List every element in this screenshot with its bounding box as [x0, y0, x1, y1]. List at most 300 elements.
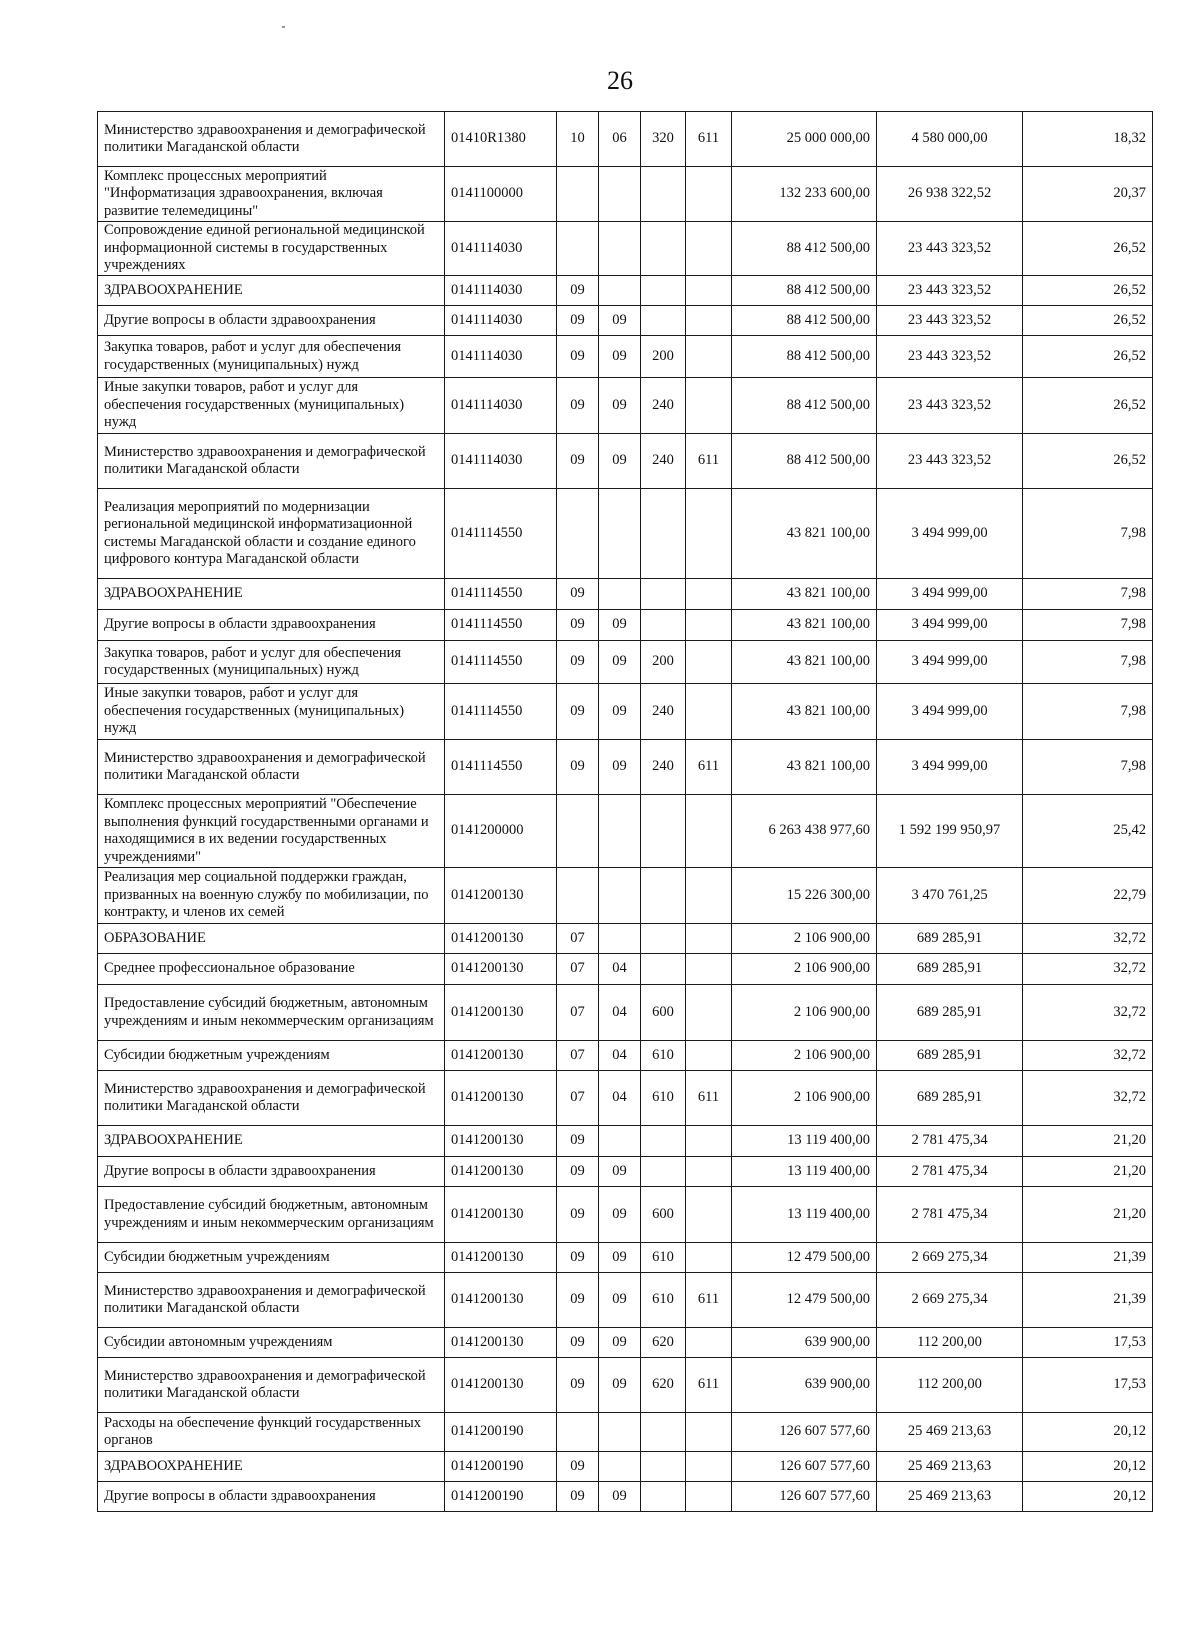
- section-code: 07: [557, 1071, 599, 1126]
- executed-amount: 25 469 213,63: [877, 1452, 1023, 1482]
- executed-amount: 23 443 323,52: [877, 336, 1023, 378]
- subsection-code: 09: [599, 740, 641, 795]
- section-code: 09: [557, 1328, 599, 1358]
- row-name: Субсидии бюджетным учреждениям: [98, 1041, 445, 1071]
- target-article-code: 0141200130: [445, 1126, 557, 1157]
- execution-percent: 20,12: [1023, 1452, 1153, 1482]
- target-article-code: 0141100000: [445, 167, 557, 222]
- administrator-code: [686, 336, 732, 378]
- subsection-code: 04: [599, 954, 641, 985]
- administrator-code: [686, 1157, 732, 1187]
- table-row: [98, 222, 1153, 276]
- section-code: 09: [557, 1126, 599, 1157]
- table-row: [98, 795, 1153, 868]
- target-article-code: 0141200130: [445, 1041, 557, 1071]
- execution-percent: 7,98: [1023, 684, 1153, 740]
- section-code: 09: [557, 641, 599, 684]
- table-row: [98, 924, 1153, 954]
- subsection-code: 09: [599, 306, 641, 336]
- administrator-code: [686, 1452, 732, 1482]
- approved-amount: 13 119 400,00: [732, 1187, 877, 1243]
- table-row: [98, 1126, 1153, 1157]
- target-article-code: 0141200130: [445, 1157, 557, 1187]
- table-row: [98, 1187, 1153, 1243]
- expense-type-code: [641, 1482, 686, 1512]
- approved-amount: 2 106 900,00: [732, 1041, 877, 1071]
- subsection-code: 04: [599, 1071, 641, 1126]
- subsection-code: 09: [599, 378, 641, 434]
- target-article-code: 0141200130: [445, 1358, 557, 1413]
- approved-amount: 88 412 500,00: [732, 306, 877, 336]
- approved-amount: 43 821 100,00: [732, 641, 877, 684]
- row-name: Сопровождение единой региональной медицинской информационной системы в государственных учреждениях: [98, 222, 445, 276]
- table-row: [98, 985, 1153, 1041]
- row-name: Другие вопросы в области здравоохранения: [98, 1482, 445, 1512]
- target-article-code: 0141200130: [445, 1328, 557, 1358]
- executed-amount: 23 443 323,52: [877, 222, 1023, 276]
- execution-percent: 26,52: [1023, 434, 1153, 489]
- administrator-code: [686, 641, 732, 684]
- expense-type-code: [641, 954, 686, 985]
- subsection-code: 06: [599, 112, 641, 167]
- target-article-code: 0141200130: [445, 1243, 557, 1273]
- executed-amount: 2 781 475,34: [877, 1126, 1023, 1157]
- administrator-code: [686, 1243, 732, 1273]
- execution-percent: 20,37: [1023, 167, 1153, 222]
- table-row: [98, 954, 1153, 985]
- execution-percent: 26,52: [1023, 336, 1153, 378]
- table-row: [98, 1413, 1153, 1452]
- section-code: 09: [557, 684, 599, 740]
- subsection-code: 09: [599, 1187, 641, 1243]
- row-name: Другие вопросы в области здравоохранения: [98, 610, 445, 641]
- administrator-code: [686, 378, 732, 434]
- executed-amount: 25 469 213,63: [877, 1482, 1023, 1512]
- expense-type-code: [641, 167, 686, 222]
- execution-percent: 22,79: [1023, 868, 1153, 924]
- target-article-code: 0141200130: [445, 954, 557, 985]
- subsection-code: 09: [599, 1243, 641, 1273]
- table-row: [98, 276, 1153, 306]
- row-name: Министерство здравоохранения и демографической политики Магаданской области: [98, 1071, 445, 1126]
- table-row: [98, 306, 1153, 336]
- subsection-code: 09: [599, 1273, 641, 1328]
- approved-amount: 43 821 100,00: [732, 740, 877, 795]
- target-article-code: 0141200130: [445, 868, 557, 924]
- approved-amount: 2 106 900,00: [732, 924, 877, 954]
- subsection-code: [599, 1126, 641, 1157]
- executed-amount: 3 494 999,00: [877, 579, 1023, 610]
- execution-percent: 20,12: [1023, 1413, 1153, 1452]
- section-code: 09: [557, 378, 599, 434]
- executed-amount: 1 592 199 950,97: [877, 795, 1023, 868]
- expense-type-code: 320: [641, 112, 686, 167]
- execution-percent: 7,98: [1023, 740, 1153, 795]
- row-name: ЗДРАВООХРАНЕНИЕ: [98, 1452, 445, 1482]
- row-name: Расходы на обеспечение функций государственных органов: [98, 1413, 445, 1452]
- target-article-code: 0141114030: [445, 336, 557, 378]
- administrator-code: 611: [686, 740, 732, 795]
- table-row: [98, 489, 1153, 579]
- administrator-code: 611: [686, 434, 732, 489]
- execution-percent: 20,12: [1023, 1482, 1153, 1512]
- subsection-code: 09: [599, 641, 641, 684]
- table-row: [98, 112, 1153, 167]
- execution-percent: 18,32: [1023, 112, 1153, 167]
- row-name: ОБРАЗОВАНИЕ: [98, 924, 445, 954]
- expense-type-code: [641, 868, 686, 924]
- table-row: [98, 684, 1153, 740]
- target-article-code: 0141114550: [445, 489, 557, 579]
- executed-amount: 2 781 475,34: [877, 1187, 1023, 1243]
- target-article-code: 0141114550: [445, 610, 557, 641]
- subsection-code: 09: [599, 336, 641, 378]
- expense-type-code: 200: [641, 336, 686, 378]
- table-row: [98, 1157, 1153, 1187]
- expense-type-code: 610: [641, 1071, 686, 1126]
- expense-type-code: [641, 489, 686, 579]
- administrator-code: [686, 610, 732, 641]
- executed-amount: 2 669 275,34: [877, 1273, 1023, 1328]
- expense-type-code: [641, 306, 686, 336]
- expense-type-code: 600: [641, 1187, 686, 1243]
- approved-amount: 88 412 500,00: [732, 336, 877, 378]
- section-code: 09: [557, 1243, 599, 1273]
- section-code: [557, 222, 599, 276]
- expense-type-code: [641, 276, 686, 306]
- section-code: 09: [557, 1187, 599, 1243]
- execution-percent: 17,53: [1023, 1358, 1153, 1413]
- subsection-code: [599, 222, 641, 276]
- subsection-code: [599, 1413, 641, 1452]
- expense-type-code: 610: [641, 1273, 686, 1328]
- row-name: Предоставление субсидий бюджетным, автономным учреждениям и иным некоммерческим организациям: [98, 985, 445, 1041]
- administrator-code: [686, 579, 732, 610]
- execution-percent: 21,20: [1023, 1157, 1153, 1187]
- table-row: [98, 1071, 1153, 1126]
- executed-amount: 2 669 275,34: [877, 1243, 1023, 1273]
- executed-amount: 3 494 999,00: [877, 610, 1023, 641]
- section-code: [557, 167, 599, 222]
- executed-amount: 689 285,91: [877, 1041, 1023, 1071]
- execution-percent: 21,20: [1023, 1187, 1153, 1243]
- row-name: Закупка товаров, работ и услуг для обеспечения государственных (муниципальных) нужд: [98, 641, 445, 684]
- table-row: [98, 610, 1153, 641]
- table-row: [98, 1328, 1153, 1358]
- table-row: [98, 1452, 1153, 1482]
- table-row: [98, 1273, 1153, 1328]
- table-row: [98, 434, 1153, 489]
- administrator-code: [686, 1126, 732, 1157]
- approved-amount: 43 821 100,00: [732, 684, 877, 740]
- section-code: 07: [557, 1041, 599, 1071]
- target-article-code: 0141114030: [445, 276, 557, 306]
- approved-amount: 43 821 100,00: [732, 579, 877, 610]
- execution-percent: 7,98: [1023, 489, 1153, 579]
- approved-amount: 88 412 500,00: [732, 222, 877, 276]
- target-article-code: 0141114550: [445, 684, 557, 740]
- subsection-code: [599, 167, 641, 222]
- subsection-code: 09: [599, 1358, 641, 1413]
- target-article-code: 0141200000: [445, 795, 557, 868]
- approved-amount: 43 821 100,00: [732, 489, 877, 579]
- target-article-code: 0141200130: [445, 1187, 557, 1243]
- subsection-code: 09: [599, 1328, 641, 1358]
- budget-table: [97, 111, 1153, 1512]
- target-article-code: 0141200190: [445, 1482, 557, 1512]
- approved-amount: 2 106 900,00: [732, 954, 877, 985]
- section-code: 09: [557, 276, 599, 306]
- row-name: Комплекс процессных мероприятий "Информатизация здравоохранения, включая развитие телемедицины": [98, 167, 445, 222]
- approved-amount: 13 119 400,00: [732, 1126, 877, 1157]
- target-article-code: 0141200130: [445, 1071, 557, 1126]
- section-code: 07: [557, 985, 599, 1041]
- row-name: Среднее профессиональное образование: [98, 954, 445, 985]
- administrator-code: 611: [686, 1273, 732, 1328]
- section-code: 09: [557, 434, 599, 489]
- administrator-code: 611: [686, 1358, 732, 1413]
- expense-type-code: 610: [641, 1041, 686, 1071]
- approved-amount: 88 412 500,00: [732, 378, 877, 434]
- executed-amount: 26 938 322,52: [877, 167, 1023, 222]
- administrator-code: 611: [686, 112, 732, 167]
- execution-percent: 26,52: [1023, 306, 1153, 336]
- expense-type-code: [641, 1157, 686, 1187]
- execution-percent: 32,72: [1023, 924, 1153, 954]
- section-code: 09: [557, 306, 599, 336]
- executed-amount: 3 494 999,00: [877, 740, 1023, 795]
- approved-amount: 15 226 300,00: [732, 868, 877, 924]
- approved-amount: 126 607 577,60: [732, 1482, 877, 1512]
- section-code: 09: [557, 1157, 599, 1187]
- executed-amount: 23 443 323,52: [877, 306, 1023, 336]
- row-name: Иные закупки товаров, работ и услуг для обеспечения государственных (муниципальных) нужд: [98, 684, 445, 740]
- target-article-code: 0141200130: [445, 1273, 557, 1328]
- section-code: 07: [557, 924, 599, 954]
- administrator-code: [686, 1041, 732, 1071]
- executed-amount: 3 494 999,00: [877, 489, 1023, 579]
- row-name: ЗДРАВООХРАНЕНИЕ: [98, 276, 445, 306]
- executed-amount: 689 285,91: [877, 924, 1023, 954]
- administrator-code: [686, 489, 732, 579]
- execution-percent: 7,98: [1023, 641, 1153, 684]
- expense-type-code: [641, 610, 686, 641]
- execution-percent: 32,72: [1023, 985, 1153, 1041]
- row-name: Другие вопросы в области здравоохранения: [98, 306, 445, 336]
- section-code: 10: [557, 112, 599, 167]
- expense-type-code: 600: [641, 985, 686, 1041]
- subsection-code: [599, 1452, 641, 1482]
- expense-type-code: [641, 795, 686, 868]
- row-name: Министерство здравоохранения и демографической политики Магаданской области: [98, 1358, 445, 1413]
- approved-amount: 88 412 500,00: [732, 434, 877, 489]
- administrator-code: [686, 868, 732, 924]
- approved-amount: 639 900,00: [732, 1328, 877, 1358]
- administrator-code: [686, 167, 732, 222]
- target-article-code: 0141114030: [445, 434, 557, 489]
- subsection-code: [599, 489, 641, 579]
- scan-speck: [282, 26, 285, 28]
- executed-amount: 689 285,91: [877, 985, 1023, 1041]
- section-code: 09: [557, 740, 599, 795]
- row-name: Субсидии автономным учреждениям: [98, 1328, 445, 1358]
- administrator-code: [686, 1482, 732, 1512]
- executed-amount: 3 470 761,25: [877, 868, 1023, 924]
- executed-amount: 689 285,91: [877, 1071, 1023, 1126]
- row-name: Министерство здравоохранения и демографической политики Магаданской области: [98, 1273, 445, 1328]
- approved-amount: 6 263 438 977,60: [732, 795, 877, 868]
- expense-type-code: [641, 1413, 686, 1452]
- execution-percent: 32,72: [1023, 1071, 1153, 1126]
- administrator-code: [686, 222, 732, 276]
- row-name: ЗДРАВООХРАНЕНИЕ: [98, 579, 445, 610]
- administrator-code: [686, 306, 732, 336]
- subsection-code: [599, 579, 641, 610]
- administrator-code: [686, 1413, 732, 1452]
- administrator-code: 611: [686, 1071, 732, 1126]
- section-code: [557, 489, 599, 579]
- administrator-code: [686, 1328, 732, 1358]
- section-code: 09: [557, 1273, 599, 1328]
- expense-type-code: [641, 1452, 686, 1482]
- section-code: [557, 1413, 599, 1452]
- target-article-code: 01410R1380: [445, 112, 557, 167]
- administrator-code: [686, 1187, 732, 1243]
- budget-table-body: [98, 112, 1153, 1512]
- subsection-code: 04: [599, 1041, 641, 1071]
- approved-amount: 2 106 900,00: [732, 1071, 877, 1126]
- execution-percent: 21,39: [1023, 1243, 1153, 1273]
- administrator-code: [686, 924, 732, 954]
- execution-percent: 21,39: [1023, 1273, 1153, 1328]
- section-code: 07: [557, 954, 599, 985]
- approved-amount: 126 607 577,60: [732, 1452, 877, 1482]
- administrator-code: [686, 985, 732, 1041]
- execution-percent: 7,98: [1023, 610, 1153, 641]
- execution-percent: 26,52: [1023, 378, 1153, 434]
- row-name: Реализация мер социальной поддержки граждан, призванных на военную службу по мобилизации, по контракту, и членов их семей: [98, 868, 445, 924]
- target-article-code: 0141114030: [445, 222, 557, 276]
- target-article-code: 0141114550: [445, 740, 557, 795]
- expense-type-code: 240: [641, 684, 686, 740]
- row-name: Комплекс процессных мероприятий "Обеспечение выполнения функций государственными органами и находящимися в их ведении государственных учреждениями": [98, 795, 445, 868]
- row-name: Иные закупки товаров, работ и услуг для обеспечения государственных (муниципальных) нужд: [98, 378, 445, 434]
- approved-amount: 2 106 900,00: [732, 985, 877, 1041]
- table-row: [98, 378, 1153, 434]
- approved-amount: 126 607 577,60: [732, 1413, 877, 1452]
- execution-percent: 26,52: [1023, 276, 1153, 306]
- expense-type-code: 240: [641, 434, 686, 489]
- target-article-code: 0141200130: [445, 985, 557, 1041]
- section-code: 09: [557, 1358, 599, 1413]
- target-article-code: 0141114030: [445, 306, 557, 336]
- execution-percent: 7,98: [1023, 579, 1153, 610]
- table-row: [98, 1243, 1153, 1273]
- executed-amount: 3 494 999,00: [877, 684, 1023, 740]
- subsection-code: 09: [599, 434, 641, 489]
- expense-type-code: [641, 579, 686, 610]
- section-code: 09: [557, 1452, 599, 1482]
- executed-amount: 3 494 999,00: [877, 641, 1023, 684]
- row-name: Министерство здравоохранения и демографической политики Магаданской области: [98, 740, 445, 795]
- executed-amount: 23 443 323,52: [877, 276, 1023, 306]
- approved-amount: 25 000 000,00: [732, 112, 877, 167]
- executed-amount: 2 781 475,34: [877, 1157, 1023, 1187]
- executed-amount: 4 580 000,00: [877, 112, 1023, 167]
- executed-amount: 23 443 323,52: [877, 378, 1023, 434]
- row-name: Предоставление субсидий бюджетным, автономным учреждениям и иным некоммерческим организациям: [98, 1187, 445, 1243]
- row-name: Министерство здравоохранения и демографической политики Магаданской области: [98, 434, 445, 489]
- target-article-code: 0141200190: [445, 1413, 557, 1452]
- subsection-code: 09: [599, 1482, 641, 1512]
- table-row: [98, 641, 1153, 684]
- table-row: [98, 868, 1153, 924]
- administrator-code: [686, 276, 732, 306]
- subsection-code: [599, 924, 641, 954]
- page-number: 26: [607, 66, 633, 95]
- subsection-code: [599, 795, 641, 868]
- approved-amount: 43 821 100,00: [732, 610, 877, 641]
- execution-percent: 21,20: [1023, 1126, 1153, 1157]
- section-code: 09: [557, 610, 599, 641]
- approved-amount: 88 412 500,00: [732, 276, 877, 306]
- subsection-code: [599, 276, 641, 306]
- row-name: Субсидии бюджетным учреждениям: [98, 1243, 445, 1273]
- target-article-code: 0141114550: [445, 641, 557, 684]
- execution-percent: 17,53: [1023, 1328, 1153, 1358]
- executed-amount: 112 200,00: [877, 1358, 1023, 1413]
- table-row: [98, 167, 1153, 222]
- administrator-code: [686, 795, 732, 868]
- table-row: [98, 1358, 1153, 1413]
- table-row: [98, 1041, 1153, 1071]
- executed-amount: 689 285,91: [877, 954, 1023, 985]
- row-name: Другие вопросы в области здравоохранения: [98, 1157, 445, 1187]
- expense-type-code: [641, 222, 686, 276]
- subsection-code: 09: [599, 610, 641, 641]
- subsection-code: 09: [599, 684, 641, 740]
- administrator-code: [686, 684, 732, 740]
- execution-percent: 26,52: [1023, 222, 1153, 276]
- target-article-code: 0141114030: [445, 378, 557, 434]
- table-row: [98, 1482, 1153, 1512]
- approved-amount: 639 900,00: [732, 1358, 877, 1413]
- expense-type-code: 620: [641, 1328, 686, 1358]
- expense-type-code: [641, 1126, 686, 1157]
- approved-amount: 132 233 600,00: [732, 167, 877, 222]
- section-code: 09: [557, 1482, 599, 1512]
- section-code: 09: [557, 579, 599, 610]
- approved-amount: 13 119 400,00: [732, 1157, 877, 1187]
- subsection-code: 09: [599, 1157, 641, 1187]
- executed-amount: 112 200,00: [877, 1328, 1023, 1358]
- subsection-code: [599, 868, 641, 924]
- expense-type-code: [641, 924, 686, 954]
- row-name: Закупка товаров, работ и услуг для обеспечения государственных (муниципальных) нужд: [98, 336, 445, 378]
- executed-amount: 23 443 323,52: [877, 434, 1023, 489]
- target-article-code: 0141114550: [445, 579, 557, 610]
- table-row: [98, 336, 1153, 378]
- administrator-code: [686, 954, 732, 985]
- section-code: 09: [557, 336, 599, 378]
- row-name: ЗДРАВООХРАНЕНИЕ: [98, 1126, 445, 1157]
- execution-percent: 25,42: [1023, 795, 1153, 868]
- table-row: [98, 740, 1153, 795]
- expense-type-code: 620: [641, 1358, 686, 1413]
- expense-type-code: 200: [641, 641, 686, 684]
- expense-type-code: 240: [641, 740, 686, 795]
- row-name: Министерство здравоохранения и демографической политики Магаданской области: [98, 112, 445, 167]
